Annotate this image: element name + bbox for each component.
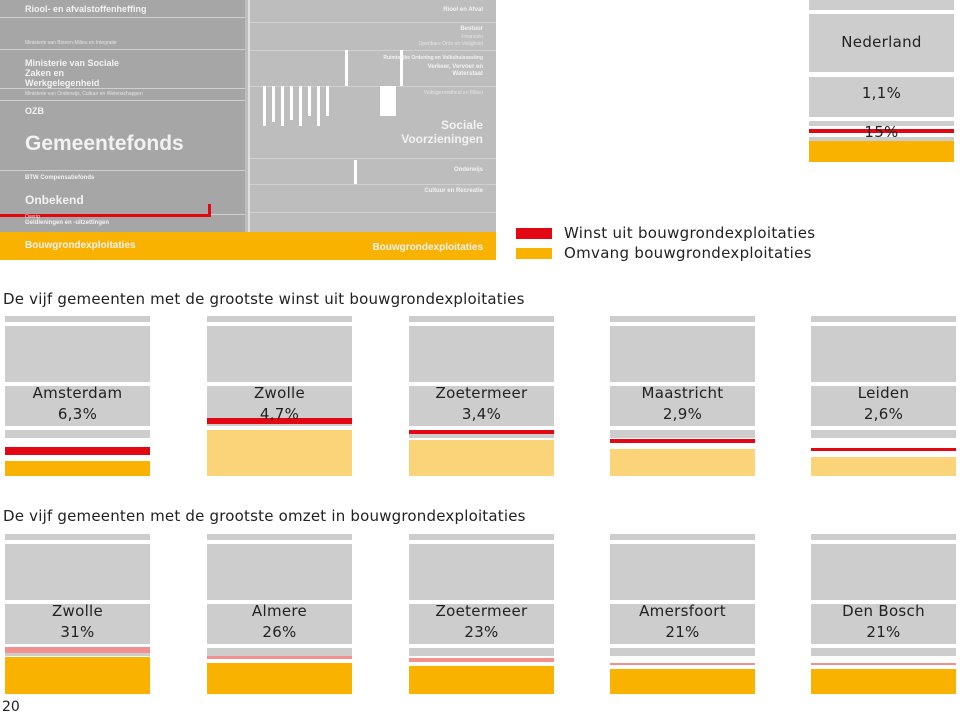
legend-omvang <box>516 244 812 262</box>
municipality-name: Almere <box>251 602 308 620</box>
municipality-card <box>811 316 956 476</box>
winst-bar <box>409 658 554 662</box>
municipality-card <box>610 534 755 694</box>
winst-bar <box>207 656 352 659</box>
treemap-label: Overig <box>25 214 40 220</box>
treemap-label: Ministerie van Sociale Zaken en Werkgelegenheid <box>25 58 120 88</box>
municipality-value: 26% <box>262 623 297 641</box>
legend-swatch-winst <box>516 228 552 239</box>
treemap-label: Riool en Afval <box>443 7 483 13</box>
treemap-label: Riool- en afvalstoffenheffing <box>25 4 147 14</box>
omvang-bar <box>5 461 150 476</box>
treemap-label: BTW Compensatiefonds <box>25 175 95 181</box>
winst-bar <box>5 647 150 653</box>
omvang-bar <box>811 457 956 476</box>
treemap-label: Volksgezondheid en Milieu <box>423 90 483 96</box>
treemap-label: Cultuur en Recreatie <box>424 188 483 194</box>
treemap-winst-tick <box>208 204 211 217</box>
winst-bar <box>610 439 755 443</box>
omvang-bar <box>610 669 755 694</box>
municipality-card <box>409 534 554 694</box>
omvang-bar <box>811 669 956 694</box>
section-title-omzet: De vijf gemeenten met de grootste omzet in bouwgrondexploitaties <box>3 507 526 525</box>
municipality-card <box>811 534 956 694</box>
municipality-name: Amsterdam <box>32 384 123 402</box>
omvang-bar <box>409 440 554 476</box>
municipality-name: Maastricht <box>641 384 724 402</box>
municipality-value: 3,4% <box>461 405 502 423</box>
municipality-value: 6,3% <box>57 405 98 423</box>
treemap-label: Ruimtelijke Ordening en Volkshuisvesting <box>383 55 483 61</box>
municipality-card <box>207 316 352 476</box>
treemap-label: Ministerie van Binnen-Milieu en Integratie <box>25 40 117 46</box>
municipality-name: Leiden <box>857 384 910 402</box>
municipality-card <box>5 534 150 694</box>
winst-bar <box>409 430 554 434</box>
winst-bar <box>811 663 956 665</box>
treemap-label: Ministerie van Onderwijs, Cultuur en Wetenschappen <box>25 91 143 97</box>
winst-bar <box>5 447 150 455</box>
omvang-bar <box>610 449 755 476</box>
municipality-value: 31% <box>60 623 95 641</box>
treemap-label: Financiën <box>461 34 483 40</box>
nederland-omvang-bar <box>809 141 954 162</box>
winst-bar <box>811 448 956 451</box>
legend-winst <box>516 224 815 242</box>
nederland-name: Nederland <box>841 33 922 51</box>
legend-label-omvang: Omvang bouwgrondexploitaties <box>564 244 812 262</box>
municipality-value: 21% <box>665 623 700 641</box>
treemap-label: Onbekend <box>25 193 84 207</box>
municipality-name: Amersfoort <box>639 602 726 620</box>
omvang-bar <box>5 657 150 694</box>
municipality-name: Zoetermeer <box>435 384 528 402</box>
omvang-bar <box>409 666 554 694</box>
legend-swatch-omvang <box>516 248 552 259</box>
omvang-bar <box>207 430 352 476</box>
treemap-label: Gemeentefonds <box>25 132 184 155</box>
municipality-value: 2,6% <box>863 405 904 423</box>
municipality-name: Den Bosch <box>842 602 925 620</box>
treemap-label: OZB <box>25 106 44 116</box>
treemap-label: Verkeer, Vervoer en Waterstaat <box>427 64 483 77</box>
nederland-card <box>809 0 954 162</box>
treemap-label: Bestuur <box>460 26 483 32</box>
treemap-label: Bouwgrondexploitaties <box>25 240 136 251</box>
nederland-omvang-value: 15% <box>864 123 899 141</box>
legend-label-winst: Winst uit bouwgrondexploitaties <box>564 224 816 242</box>
budget-treemap <box>0 0 496 260</box>
municipality-value: 4,7% <box>259 405 300 423</box>
nederland-winst-value: 1,1% <box>861 84 902 102</box>
municipality-name: Zoetermeer <box>435 602 528 620</box>
municipality-value: 21% <box>866 623 901 641</box>
municipality-value: 23% <box>464 623 499 641</box>
section-title-winst: De vijf gemeenten met de grootste winst uit bouwgrondexploitaties <box>3 290 525 308</box>
municipality-card <box>610 316 755 476</box>
winst-bar <box>610 663 755 665</box>
page-number: 20 <box>2 699 20 715</box>
municipality-name: Zwolle <box>51 602 104 620</box>
treemap-label: Geldleningen en -uitzettingen <box>25 220 109 226</box>
municipality-value: 2,9% <box>662 405 703 423</box>
municipality-card <box>207 534 352 694</box>
municipality-card <box>5 316 150 476</box>
municipality-card <box>409 316 554 476</box>
treemap-label: Bouwgrondexploitaties <box>372 242 483 253</box>
municipality-name: Zwolle <box>253 384 306 402</box>
treemap-label: Sociale Voorzieningen <box>401 118 483 146</box>
treemap-label: Onderwijs <box>453 167 483 173</box>
omvang-bar <box>207 663 352 694</box>
treemap-label: Openbare Orde en Veiligheid <box>418 41 483 47</box>
